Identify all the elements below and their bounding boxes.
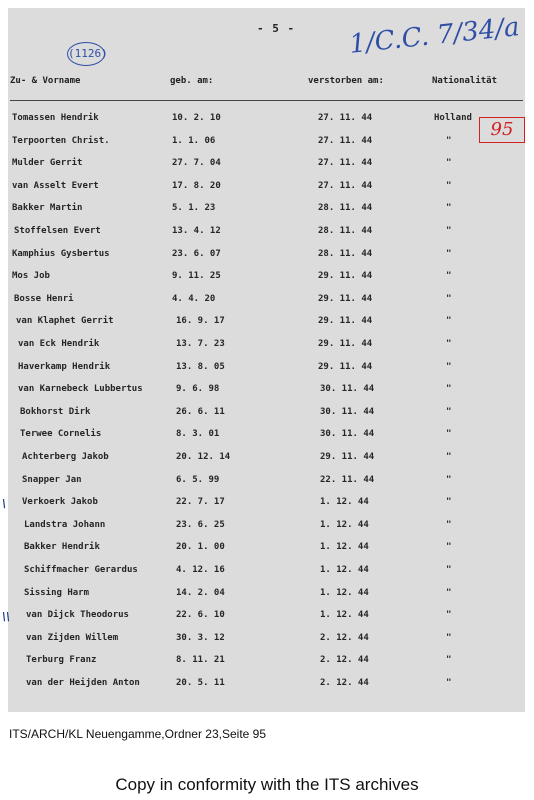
record-nationality: " (446, 542, 452, 553)
archive-source: ITS/ARCH/KL Neuengamme,Ordner 23,Seite 95 (9, 727, 267, 741)
record-nationality: " (446, 203, 452, 214)
record-name: van Eck Hendrik (18, 339, 100, 349)
record-nationality: " (446, 293, 452, 304)
record-name: van Klaphet Gerrit (16, 316, 114, 327)
record-row (8, 203, 525, 225)
record-birth-date: 22. 6. 10 (176, 610, 225, 621)
record-nationality: " (446, 271, 452, 282)
record-birth-date: 4. 12. 16 (176, 565, 225, 575)
folio-number: (1126) (67, 42, 105, 66)
record-nationality: " (446, 429, 452, 440)
record-row (8, 520, 525, 542)
record-death-date: 1. 12. 44 (320, 542, 369, 553)
record-death-date: 1. 12. 44 (320, 610, 369, 621)
record-name: Bokhorst Dirk (20, 406, 91, 417)
record-nationality: " (446, 180, 452, 191)
record-nationality: " (446, 655, 452, 666)
record-death-date: 27. 11. 44 (318, 135, 373, 146)
archive-reference: 1/C.C. 7/34/a (348, 12, 521, 60)
record-name: Terwee Cornelis (20, 429, 102, 440)
record-birth-date: 6. 5. 99 (176, 474, 220, 485)
record-death-date: 28. 11. 44 (318, 226, 373, 236)
record-name: van Karnebeck Lubbertus (18, 384, 143, 395)
record-name: Terburg Franz (26, 655, 97, 666)
record-death-date: 30. 11. 44 (320, 384, 375, 395)
record-birth-date: 23. 6. 07 (172, 248, 221, 259)
record-row (8, 678, 525, 700)
record-row (8, 294, 525, 316)
record-row (8, 113, 525, 135)
record-name: Tomassen Hendrik (12, 113, 99, 123)
record-nationality: " (446, 406, 452, 417)
header-born: geb. am: (170, 76, 214, 86)
record-row (8, 249, 525, 271)
record-nationality: " (446, 497, 452, 508)
record-nationality: " (446, 474, 452, 485)
record-row (8, 542, 525, 564)
record-birth-date: 5. 1. 23 (172, 203, 216, 214)
header-died: verstorben am: (308, 76, 384, 86)
record-row (8, 588, 525, 610)
record-birth-date: 20. 12. 14 (176, 452, 231, 462)
record-row (8, 429, 525, 451)
record-death-date: 2. 12. 44 (320, 678, 369, 688)
record-name: Haverkamp Hendrik (18, 361, 111, 372)
record-death-date: 29. 11. 44 (320, 452, 375, 462)
record-name: Terpoorten Christ. (12, 135, 110, 146)
record-row (2, 497, 525, 519)
record-name: Mos Job (12, 271, 50, 282)
record-death-date: 30. 11. 44 (320, 429, 375, 440)
record-death-date: 27. 11. 44 (318, 113, 373, 123)
record-death-date: 2. 12. 44 (320, 632, 369, 643)
record-death-date: 29. 11. 44 (318, 361, 373, 372)
record-name: Sissing Harm (24, 587, 90, 598)
record-death-date: 1. 12. 44 (320, 497, 369, 508)
record-nationality: " (446, 452, 452, 462)
record-death-date: 1. 12. 44 (320, 587, 369, 598)
record-name: Landstra Johann (24, 519, 106, 530)
record-row (8, 362, 525, 384)
handwritten-mark: \ (2, 497, 7, 511)
record-death-date: 1. 12. 44 (320, 519, 369, 530)
record-birth-date: 22. 7. 17 (176, 497, 225, 508)
record-birth-date: 14. 2. 04 (176, 587, 225, 598)
record-row (8, 181, 525, 203)
record-nationality: " (446, 565, 452, 575)
record-name: Verkoerk Jakob (22, 497, 98, 508)
record-birth-date: 13. 4. 12 (172, 226, 221, 236)
record-birth-date: 17. 8. 20 (172, 180, 221, 191)
record-nationality: " (446, 226, 452, 236)
record-birth-date: 8. 3. 01 (176, 429, 220, 440)
record-nationality: Holland (434, 113, 472, 123)
record-name: van Asselt Evert (12, 180, 99, 191)
record-birth-date: 20. 5. 11 (176, 678, 225, 688)
record-row (8, 226, 525, 248)
record-name: Bakker Hendrik (24, 542, 100, 553)
record-nationality: " (446, 339, 452, 349)
record-birth-date: 20. 1. 00 (176, 542, 225, 553)
record-nationality: " (446, 316, 452, 327)
record-nationality: " (446, 610, 452, 621)
record-row (8, 384, 525, 406)
record-row (8, 316, 525, 338)
record-row (8, 271, 525, 293)
record-birth-date: 9. 11. 25 (172, 271, 221, 282)
record-death-date: 2. 12. 44 (320, 655, 369, 666)
scanned-document (2, 8, 525, 712)
record-nationality: " (446, 519, 452, 530)
header-name: Zu- & Vorname (10, 76, 81, 86)
record-name: Bosse Henri (14, 293, 74, 304)
record-name: Snapper Jan (22, 474, 82, 485)
header-rule (10, 100, 523, 101)
handwritten-mark: \\ (2, 610, 11, 624)
record-row (8, 655, 525, 677)
record-name: van der Heijden Anton (26, 678, 140, 688)
record-birth-date: 23. 6. 25 (176, 519, 225, 530)
record-birth-date: 4. 4. 20 (172, 293, 216, 304)
page-stamp: 95 (479, 117, 525, 143)
record-row (8, 407, 525, 429)
record-nationality: " (446, 158, 452, 169)
record-name: Stoffelsen Evert (14, 226, 101, 236)
record-death-date: 29. 11. 44 (318, 293, 373, 304)
record-birth-date: 13. 8. 05 (176, 361, 225, 372)
record-death-date: 29. 11. 44 (318, 339, 373, 349)
record-row (8, 339, 525, 361)
record-nationality: " (446, 361, 452, 372)
record-birth-date: 26. 6. 11 (176, 406, 225, 417)
record-name: Achterberg Jakob (22, 452, 109, 462)
record-nationality: " (446, 587, 452, 598)
record-name: Mulder Gerrit (12, 158, 83, 169)
record-name: van Dijck Theodorus (26, 610, 129, 621)
record-death-date: 28. 11. 44 (318, 248, 373, 259)
record-death-date: 29. 11. 44 (318, 271, 373, 282)
record-row (8, 565, 525, 587)
record-nationality: " (446, 678, 452, 688)
page-number: - 5 - (257, 22, 296, 35)
record-name: Kamphius Gysbertus (12, 248, 110, 259)
record-death-date: 22. 11. 44 (320, 474, 375, 485)
record-birth-date: 10. 2. 10 (172, 113, 221, 123)
record-birth-date: 16. 9. 17 (176, 316, 225, 327)
record-row (2, 610, 525, 632)
record-row (8, 633, 525, 655)
record-name: van Zijden Willem (26, 632, 119, 643)
record-row (8, 136, 525, 158)
record-birth-date: 27. 7. 04 (172, 158, 221, 169)
record-death-date: 30. 11. 44 (320, 406, 375, 417)
record-birth-date: 30. 3. 12 (176, 632, 225, 643)
record-death-date: 29. 11. 44 (318, 316, 373, 327)
record-death-date: 27. 11. 44 (318, 158, 373, 169)
record-name: Bakker Martin (12, 203, 83, 214)
record-death-date: 27. 11. 44 (318, 180, 373, 191)
header-nationality: Nationalität (432, 76, 498, 86)
record-row (8, 158, 525, 180)
record-birth-date: 8. 11. 21 (176, 655, 225, 666)
record-death-date: 1. 12. 44 (320, 565, 369, 575)
record-row (8, 452, 525, 474)
record-birth-date: 13. 7. 23 (176, 339, 225, 349)
record-name: Schiffmacher Gerardus (24, 565, 138, 575)
record-nationality: " (446, 384, 452, 395)
record-row (8, 475, 525, 497)
copy-notice: Copy in conformity with the ITS archives (115, 775, 419, 794)
record-birth-date: 9. 6. 98 (176, 384, 220, 395)
record-nationality: " (446, 135, 452, 146)
record-birth-date: 1. 1. 06 (172, 135, 216, 146)
record-nationality: " (446, 248, 452, 259)
record-nationality: " (446, 632, 452, 643)
record-death-date: 28. 11. 44 (318, 203, 373, 214)
